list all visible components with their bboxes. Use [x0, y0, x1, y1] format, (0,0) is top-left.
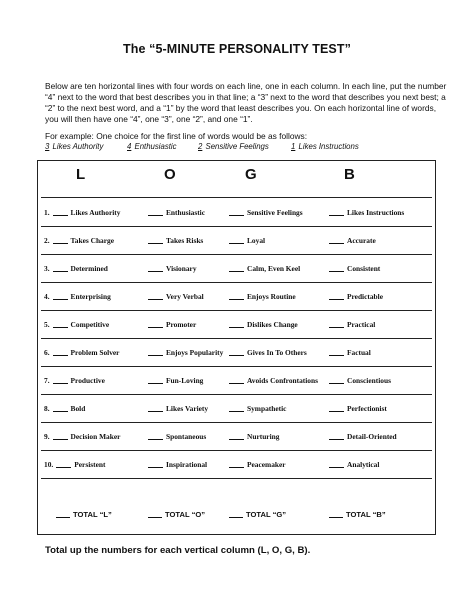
answer-blank[interactable] [229, 517, 243, 518]
row-number: 5. [44, 320, 50, 329]
word-label: Consistent [347, 264, 381, 273]
answer-blank[interactable] [329, 411, 344, 412]
example-item [198, 142, 269, 151]
word-label: Analytical [347, 460, 380, 469]
example-word: Likes Authority [52, 142, 104, 151]
word-cell [229, 292, 296, 301]
answer-blank[interactable] [53, 355, 68, 356]
word-label: Peacemaker [247, 460, 286, 469]
total-label: TOTAL “O” [165, 510, 206, 519]
example-number: 3 [45, 142, 50, 151]
footer-instruction: Total up the numbers for each vertical column (L, O, G, B). [45, 545, 311, 556]
answer-blank[interactable] [53, 299, 68, 300]
word-label: Inspirational [166, 460, 208, 469]
word-label: Persistent [74, 460, 106, 469]
word-cell [329, 208, 404, 217]
word-label: Factual [347, 348, 371, 357]
total-label: TOTAL “B” [346, 510, 386, 519]
row-number: 6. [44, 348, 50, 357]
word-cell [148, 376, 203, 385]
word-cell [148, 236, 203, 245]
answer-blank[interactable] [148, 327, 163, 328]
answer-blank[interactable] [229, 467, 244, 468]
word-label: Visionary [166, 264, 197, 273]
word-cell [44, 404, 85, 413]
word-cell [148, 432, 206, 441]
row-number: 4. [44, 292, 50, 301]
row-divider [41, 478, 432, 479]
example-number: 2 [198, 142, 203, 151]
word-label: Nurturing [247, 432, 280, 441]
word-cell [44, 432, 120, 441]
word-cell [148, 208, 205, 217]
word-cell [44, 376, 105, 385]
answer-blank[interactable] [53, 243, 68, 244]
example-item [127, 142, 177, 151]
answer-blank[interactable] [53, 327, 68, 328]
word-cell [329, 460, 379, 469]
answer-blank[interactable] [148, 299, 163, 300]
total-l [56, 510, 112, 519]
answer-blank[interactable] [229, 411, 244, 412]
word-cell [44, 236, 114, 245]
example-word: Enthusiastic [134, 142, 177, 151]
table-row [38, 227, 435, 255]
word-label: Fun-Loving [166, 376, 204, 385]
word-label: Likes Authority [70, 208, 121, 217]
word-label: Likes Variety [166, 404, 209, 413]
column-header-l: L [76, 166, 86, 183]
word-label: Accurate [347, 236, 376, 245]
column-header-b: B [344, 166, 355, 183]
word-label: Enjoys Routine [247, 292, 296, 301]
answer-blank[interactable] [229, 355, 244, 356]
answer-blank[interactable] [53, 439, 68, 440]
row-number: 7. [44, 376, 50, 385]
answer-blank[interactable] [148, 411, 163, 412]
answer-blank[interactable] [148, 355, 163, 356]
word-label: Dislikes Change [247, 320, 298, 329]
answer-blank[interactable] [229, 327, 244, 328]
answer-blank[interactable] [148, 271, 163, 272]
word-label: Gives In To Others [247, 348, 307, 357]
word-cell [329, 264, 380, 273]
example-label: For example: One choice for the first line of words would be as follows: [45, 131, 308, 141]
answer-blank[interactable] [329, 271, 344, 272]
word-cell [44, 320, 109, 329]
answer-blank[interactable] [329, 467, 344, 468]
word-cell [229, 460, 286, 469]
total-label: TOTAL “G” [246, 510, 287, 519]
page-title: The “5-MINUTE PERSONALITY TEST” [123, 42, 351, 56]
word-label: Sensitive Feelings [247, 208, 303, 217]
word-cell [148, 264, 197, 273]
word-cell [229, 236, 265, 245]
answer-blank[interactable] [329, 215, 344, 216]
table-row [38, 423, 435, 451]
row-number: 3. [44, 264, 50, 273]
word-label: Avoids Confrontations [247, 376, 318, 385]
answer-blank[interactable] [229, 383, 244, 384]
word-label: Likes Instructions [347, 208, 405, 217]
word-cell [148, 320, 196, 329]
word-cell [329, 404, 387, 413]
row-number: 9. [44, 432, 50, 441]
personality-test-table [37, 160, 436, 535]
answer-blank[interactable] [148, 243, 163, 244]
example-item [45, 142, 103, 151]
word-label: Enterprising [70, 292, 111, 301]
table-row [38, 311, 435, 339]
word-cell [229, 264, 300, 273]
answer-blank[interactable] [229, 299, 244, 300]
word-cell [229, 404, 286, 413]
answer-blank[interactable] [53, 411, 68, 412]
answer-blank[interactable] [56, 517, 70, 518]
table-row [38, 199, 435, 227]
word-cell [229, 348, 307, 357]
word-cell [44, 460, 105, 469]
word-label: Takes Risks [166, 236, 204, 245]
column-header-g: G [245, 166, 257, 183]
answer-blank[interactable] [229, 271, 244, 272]
word-label: Productive [70, 376, 105, 385]
word-cell [229, 320, 298, 329]
example-number: 4 [127, 142, 132, 151]
word-cell [329, 348, 371, 357]
total-o [148, 510, 205, 519]
word-cell [329, 376, 391, 385]
word-label: Determined [70, 264, 108, 273]
answer-blank[interactable] [148, 517, 162, 518]
table-row [38, 451, 435, 479]
word-cell [329, 292, 383, 301]
word-label: Enthusiastic [166, 208, 206, 217]
answer-blank[interactable] [329, 355, 344, 356]
answer-blank[interactable] [148, 467, 163, 468]
total-label: TOTAL “L” [73, 510, 112, 519]
word-label: Loyal [247, 236, 266, 245]
answer-blank[interactable] [56, 467, 71, 468]
answer-blank[interactable] [329, 517, 343, 518]
example-word: Likes Instructions [298, 142, 359, 151]
word-label: Practical [347, 320, 376, 329]
word-label: Perfectionist [347, 404, 387, 413]
word-cell [148, 292, 204, 301]
row-number: 2. [44, 236, 50, 245]
word-cell [44, 292, 111, 301]
word-label: Detail-Oriented [347, 432, 397, 441]
word-label: Problem Solver [70, 348, 120, 357]
answer-blank[interactable] [53, 383, 68, 384]
word-cell [229, 432, 279, 441]
answer-blank[interactable] [229, 439, 244, 440]
row-number: 10. [44, 460, 54, 469]
header-divider [41, 197, 432, 198]
answer-blank[interactable] [53, 215, 68, 216]
answer-blank[interactable] [329, 439, 344, 440]
word-cell [229, 208, 303, 217]
word-cell [148, 460, 207, 469]
answer-blank[interactable] [229, 243, 244, 244]
row-number: 1. [44, 208, 50, 217]
word-label: Competitive [70, 320, 110, 329]
answer-blank[interactable] [329, 383, 344, 384]
word-label: Sympathetic [247, 404, 287, 413]
word-cell [329, 236, 376, 245]
row-number: 8. [44, 404, 50, 413]
answer-blank[interactable] [329, 327, 344, 328]
table-row [38, 339, 435, 367]
word-label: Predictable [347, 292, 383, 301]
example-word: Sensitive Feelings [205, 142, 269, 151]
table-row [38, 395, 435, 423]
word-label: Promoter [166, 320, 197, 329]
answer-blank[interactable] [329, 299, 344, 300]
instructions-paragraph: Below are ten horizontal lines with four words on each line, one in each column. In each line, put the number “4” next to the word that best describes you in that line; a “3” next to the word that describes you next best; a “2” to the next best word, and a “1” by the word that least describes you. On each horizontal line of words, you will then have one “4”, one “3”, one “2”, and one “1”. [45, 81, 447, 125]
word-label: Calm, Even Keel [247, 264, 301, 273]
example-item [291, 142, 359, 151]
answer-blank[interactable] [53, 271, 68, 272]
answer-blank[interactable] [148, 439, 163, 440]
total-g [229, 510, 286, 519]
total-b [329, 510, 386, 519]
word-cell [329, 432, 397, 441]
table-row [38, 283, 435, 311]
word-label: Bold [70, 404, 86, 413]
word-label: Spontaneous [166, 432, 207, 441]
word-label: Very Verbal [166, 292, 204, 301]
answer-blank[interactable] [329, 243, 344, 244]
word-cell [148, 348, 223, 357]
word-cell [229, 376, 318, 385]
word-cell [44, 208, 120, 217]
table-row [38, 255, 435, 283]
word-label: Conscientious [347, 376, 391, 385]
example-number: 1 [291, 142, 296, 151]
table-row [38, 367, 435, 395]
answer-blank[interactable] [148, 383, 163, 384]
word-label: Decision Maker [70, 432, 121, 441]
word-cell [44, 348, 119, 357]
word-label: Enjoys Popularity [166, 348, 224, 357]
word-cell [44, 264, 108, 273]
word-cell [329, 320, 375, 329]
answer-blank[interactable] [148, 215, 163, 216]
word-cell [148, 404, 208, 413]
word-label: Takes Charge [70, 236, 115, 245]
column-header-o: O [164, 166, 176, 183]
answer-blank[interactable] [229, 215, 244, 216]
